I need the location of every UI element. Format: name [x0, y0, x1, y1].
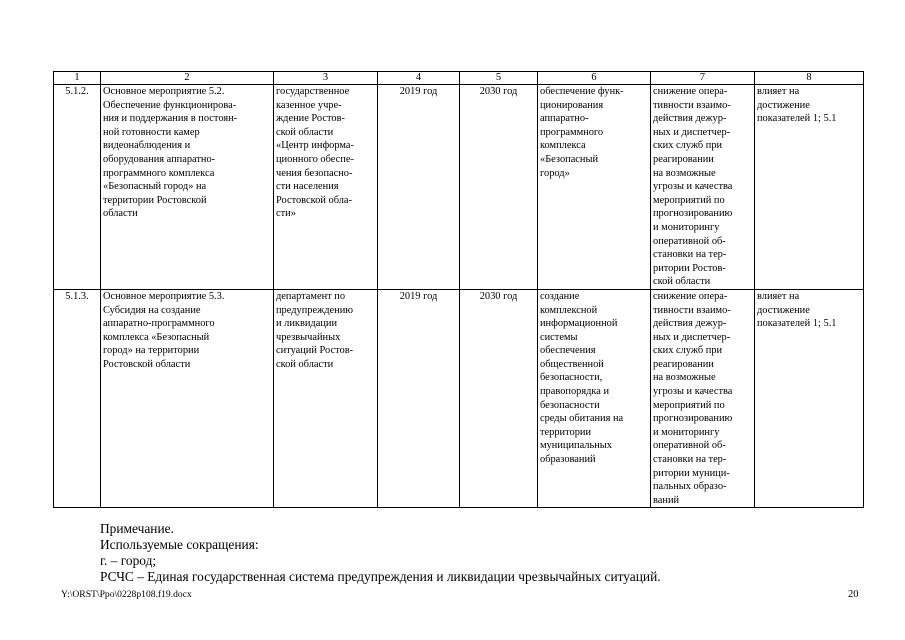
cell-text-line: обеспечение функ-	[540, 86, 624, 97]
cell-text-line: влияет на	[757, 86, 800, 97]
cell-text-line: тивности взаимо-	[653, 304, 731, 316]
cell-text-line: образований	[540, 454, 596, 466]
cell-text-line: видеонаблюдения и	[103, 140, 191, 152]
consequences-cell	[651, 289, 755, 508]
cell-text-line: Основное мероприятие 5.2.	[103, 86, 225, 97]
cell-text-line: Ростовской обла-	[276, 194, 352, 206]
row-code: 5.1.3.	[54, 289, 101, 508]
column-header: 7	[651, 72, 755, 85]
abbreviation-item: РСЧС – Единая государственная система предупреждения и ликвидации чрезвычайных ситуаций.	[100, 569, 661, 584]
cell-text-line: ционного обеспе-	[276, 153, 354, 165]
cell-text-line: аппаратно-программного	[103, 318, 215, 330]
cell-text-line: ных и диспетчер-	[653, 126, 731, 138]
cell-text-line: действия дежур-	[653, 318, 727, 330]
cell-text-line: чения безопасно-	[276, 167, 353, 179]
row-code: 5.1.2.	[54, 85, 101, 290]
program-table	[53, 71, 864, 508]
cell-text-line: Основное мероприятие 5.3.	[103, 290, 225, 302]
indicators-cell	[755, 289, 864, 508]
cell-text-line: департамент по	[276, 290, 346, 302]
cell-text-line: Субсидия на создание	[103, 304, 201, 316]
cell-text-line: ситуаций Ростов-	[276, 345, 354, 357]
cell-text-line: Обеспечение функционирова-	[103, 99, 237, 111]
cell-text-line: сти населения	[276, 181, 339, 193]
cell-text-line: обеспечения	[540, 345, 596, 357]
cell-text-line: ских служб при	[653, 140, 723, 152]
result-cell	[538, 289, 651, 508]
column-header: 6	[538, 72, 651, 85]
cell-text-line: ния и поддержания в постоян-	[103, 113, 238, 125]
table-header-row	[54, 72, 864, 85]
cell-text-line: безопасности	[540, 399, 600, 411]
cell-text-line: информационной	[540, 318, 618, 330]
cell-text-line: действия дежур-	[653, 113, 727, 125]
cell-text-line: комплекса	[540, 140, 586, 152]
cell-text-line: и ликвидации	[276, 318, 337, 330]
cell-text-line: ритории Ростов-	[653, 262, 726, 274]
start-year-cell: 2019 год	[378, 85, 460, 290]
cell-text-line: комплексной	[540, 304, 598, 316]
cell-text-line: становки на тер-	[653, 454, 727, 466]
cell-text-line: сти»	[276, 208, 296, 220]
cell-text-line: программного комплекса	[103, 167, 215, 179]
note-title: Примечание.	[100, 521, 174, 536]
cell-text-line: достижение	[757, 99, 810, 111]
column-header: 4	[378, 72, 460, 85]
cell-text-line: влияет на	[757, 290, 800, 302]
cell-text-line: аппаратно-	[540, 113, 589, 125]
cell-text-line: ской области	[276, 358, 334, 370]
indicators-cell	[755, 85, 864, 290]
cell-text-line: снижение опера-	[653, 86, 728, 97]
start-year-cell: 2019 год	[378, 289, 460, 508]
cell-text-line: правопорядка и	[540, 386, 610, 398]
column-header: 3	[274, 72, 378, 85]
cell-text-line: ской области	[653, 276, 711, 288]
cell-text-line: ской области	[276, 126, 334, 138]
cell-text-line: ждение Ростов-	[276, 113, 345, 125]
measure-cell	[101, 289, 274, 508]
cell-text-line: казенное учре-	[276, 99, 342, 111]
abbreviations-heading: Используемые сокращения:	[100, 537, 259, 552]
executor-cell	[274, 85, 378, 290]
cell-text-line: безопасности,	[540, 372, 603, 384]
page-number: 20	[848, 589, 859, 600]
cell-text-line: угрозы и качества	[653, 386, 733, 398]
cell-text-line: реагировании	[653, 358, 714, 370]
executor-cell	[274, 289, 378, 508]
measure-cell	[101, 85, 274, 290]
cell-text-line: среды обитания на	[540, 413, 624, 425]
cell-text-line: ных и диспетчер-	[653, 331, 731, 343]
cell-text-line: «Безопасный	[540, 153, 599, 165]
cell-text-line: муниципальных	[540, 440, 612, 452]
cell-text-line: мероприятий по	[653, 399, 725, 411]
cell-text-line: чрезвычайных	[276, 331, 341, 343]
cell-text-line: угрозы и качества	[653, 181, 733, 193]
cell-text-line: становки на тер-	[653, 249, 727, 261]
column-header: 8	[755, 72, 864, 85]
cell-text-line: территории	[540, 426, 592, 438]
cell-text-line: системы	[540, 331, 578, 343]
cell-text-line: мероприятий по	[653, 194, 725, 206]
cell-text-line: и мониторингу	[653, 426, 720, 438]
cell-text-line: предупреждению	[276, 304, 354, 316]
cell-text-line: «Безопасный город» на	[103, 181, 207, 193]
table-row	[54, 85, 864, 290]
cell-text-line: Ростовской области	[103, 358, 191, 370]
cell-text-line: территории Ростовской	[103, 194, 207, 206]
cell-text-line: создание	[540, 290, 580, 302]
cell-text-line: снижение опера-	[653, 290, 728, 302]
note-block	[100, 521, 661, 585]
column-header: 2	[101, 72, 274, 85]
cell-text-line: прогнозированию	[653, 413, 733, 425]
cell-text-line: ционирования	[540, 99, 604, 111]
cell-text-line: оперативной об-	[653, 235, 726, 247]
cell-text-line: тивности взаимо-	[653, 99, 731, 111]
cell-text-line: прогнозированию	[653, 208, 733, 220]
cell-text-line: город»	[540, 167, 570, 179]
cell-text-line: государственное	[276, 86, 350, 97]
end-year-cell: 2030 год	[460, 85, 538, 290]
cell-text-line: показателей 1; 5.1	[757, 113, 837, 125]
cell-text-line: город» на территории	[103, 345, 200, 357]
column-header: 5	[460, 72, 538, 85]
consequences-cell	[651, 85, 755, 290]
cell-text-line: на возможные	[653, 167, 716, 179]
cell-text-line: и мониторингу	[653, 221, 720, 233]
cell-text-line: достижение	[757, 304, 810, 316]
cell-text-line: общественной	[540, 358, 604, 370]
cell-text-line: показателей 1; 5.1	[757, 318, 837, 330]
cell-text-line: ских служб при	[653, 345, 723, 357]
cell-text-line: оборудования аппаратно-	[103, 153, 216, 165]
cell-text-line: реагировании	[653, 153, 714, 165]
cell-text-line: области	[103, 208, 138, 220]
cell-text-line: «Центр информа-	[276, 140, 354, 152]
column-header: 1	[54, 72, 101, 85]
abbreviation-item: г. – город;	[100, 553, 157, 568]
cell-text-line: оперативной об-	[653, 440, 726, 452]
cell-text-line: на возможные	[653, 372, 716, 384]
file-path: Y:\ORST\Ppo\0228p108.f19.docx	[61, 589, 192, 600]
cell-text-line: ритории муници-	[653, 467, 730, 479]
cell-text-line: комплекса «Безопасный	[103, 331, 210, 343]
cell-text-line: ной готовности камер	[103, 126, 200, 138]
result-cell	[538, 85, 651, 290]
cell-text-line: ваний	[653, 494, 680, 506]
cell-text-line: программного	[540, 126, 604, 138]
end-year-cell: 2030 год	[460, 289, 538, 508]
table-row	[54, 289, 864, 508]
cell-text-line: пальных образо-	[653, 481, 727, 493]
